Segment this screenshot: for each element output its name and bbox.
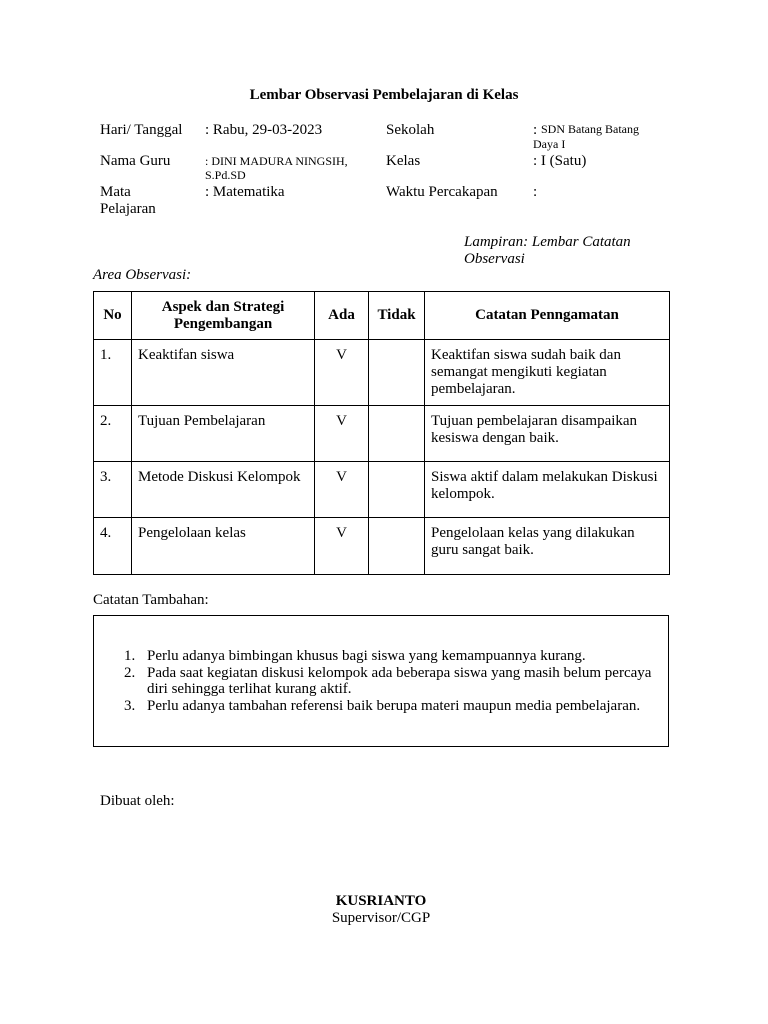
table-header-row (94, 292, 670, 340)
row-catatan: Pengelolaan kelas yang dilakukan guru sangat baik. (425, 518, 670, 575)
list-item-number: 1. (124, 648, 136, 664)
hari-value: : Rabu, 29-03-2023 (205, 122, 323, 138)
table-row (94, 462, 670, 518)
row-no: 3. (94, 462, 132, 518)
row-catatan: Keaktifan siswa sudah baik dan semangat mengikuti kegiatan pembelajaran. (425, 340, 670, 406)
lampiran-line1: Lampiran: Lembar Catatan (464, 234, 631, 250)
row-no: 1. (94, 340, 132, 406)
row-catatan: Tujuan pembelajaran disampaikan kesiswa dengan baik. (425, 406, 670, 462)
header-aspek (132, 292, 315, 340)
row-tidak (369, 406, 425, 462)
table-row (94, 340, 670, 406)
table-row (94, 518, 670, 575)
row-no: 2. (94, 406, 132, 462)
row-ada: V (315, 462, 369, 518)
list-item-number: 3. (124, 697, 136, 714)
dibuat-oleh-label: Dibuat oleh: (100, 793, 175, 809)
list-item (122, 665, 657, 698)
list-item-text: Perlu adanya bimbingan khusus bagi siswa yang kemampuannya kurang. (147, 648, 586, 664)
list-item-text: Perlu adanya tambahan referensi baik berupa materi maupun media pembelajaran. (147, 697, 641, 714)
sekolah-value-line2: Daya I (533, 137, 566, 151)
row-tidak (369, 340, 425, 406)
row-aspek: Keaktifan siswa (132, 340, 315, 406)
lampiran-line2: Observasi (464, 251, 525, 267)
table-row (94, 406, 670, 462)
waktu-label: Waktu Percakapan (386, 184, 498, 200)
sekolah-value-line1: SDN Batang Batang (541, 122, 639, 136)
catatan-list (122, 648, 657, 714)
list-item (122, 648, 657, 665)
list-item-text: Pada saat kegiatan diskusi kelompok ada beberapa siswa yang masih belum percaya diri sehingga terlihat kurang aktif. (147, 664, 652, 697)
guru-value-line2: S.Pd.SD (205, 168, 246, 182)
guru-value-line1: : DINI MADURA NINGSIH, (205, 154, 348, 168)
kelas-label: Kelas (386, 153, 421, 169)
sekolah-colon: : (533, 122, 538, 138)
row-tidak (369, 462, 425, 518)
list-item-number: 2. (124, 664, 136, 681)
row-aspek: Tujuan Pembelajaran (132, 406, 315, 462)
hari-label: Hari/ Tanggal (100, 122, 183, 138)
header-aspek-text: Aspek dan Strategi Pengembangan (161, 298, 285, 332)
row-ada: V (315, 340, 369, 406)
row-ada: V (315, 406, 369, 462)
header-tidak: Tidak (369, 292, 425, 340)
sekolah-label: Sekolah (386, 122, 435, 138)
catatan-tambahan-label: Catatan Tambahan: (93, 592, 209, 608)
catatan-tambahan-box (93, 615, 669, 747)
row-aspek: Pengelolaan kelas (132, 518, 315, 575)
signer-role: Supervisor/CGP (331, 910, 431, 926)
list-item (122, 698, 657, 715)
mapel-value: : Matematika (205, 184, 285, 200)
guru-label: Nama Guru (100, 153, 171, 169)
header-catatan: Catatan Penngamatan (425, 292, 670, 340)
header-no: No (94, 292, 132, 340)
mapel-label-line1: Mata (100, 184, 131, 200)
row-ada: V (315, 518, 369, 575)
row-catatan: Siswa aktif dalam melakukan Diskusi kelompok. (425, 462, 670, 518)
mapel-label-line2: Pelajaran (100, 201, 156, 217)
row-no: 4. (94, 518, 132, 575)
waktu-value: : (533, 184, 538, 200)
kelas-value: : I (Satu) (533, 153, 587, 169)
observation-table (93, 291, 670, 575)
signer-name: KUSRIANTO (335, 893, 427, 909)
row-aspek: Metode Diskusi Kelompok (132, 462, 315, 518)
header-ada: Ada (315, 292, 369, 340)
document-title: Lembar Observasi Pembelajaran di Kelas (249, 87, 519, 103)
row-tidak (369, 518, 425, 575)
area-observasi-label: Area Observasi: (93, 267, 192, 283)
